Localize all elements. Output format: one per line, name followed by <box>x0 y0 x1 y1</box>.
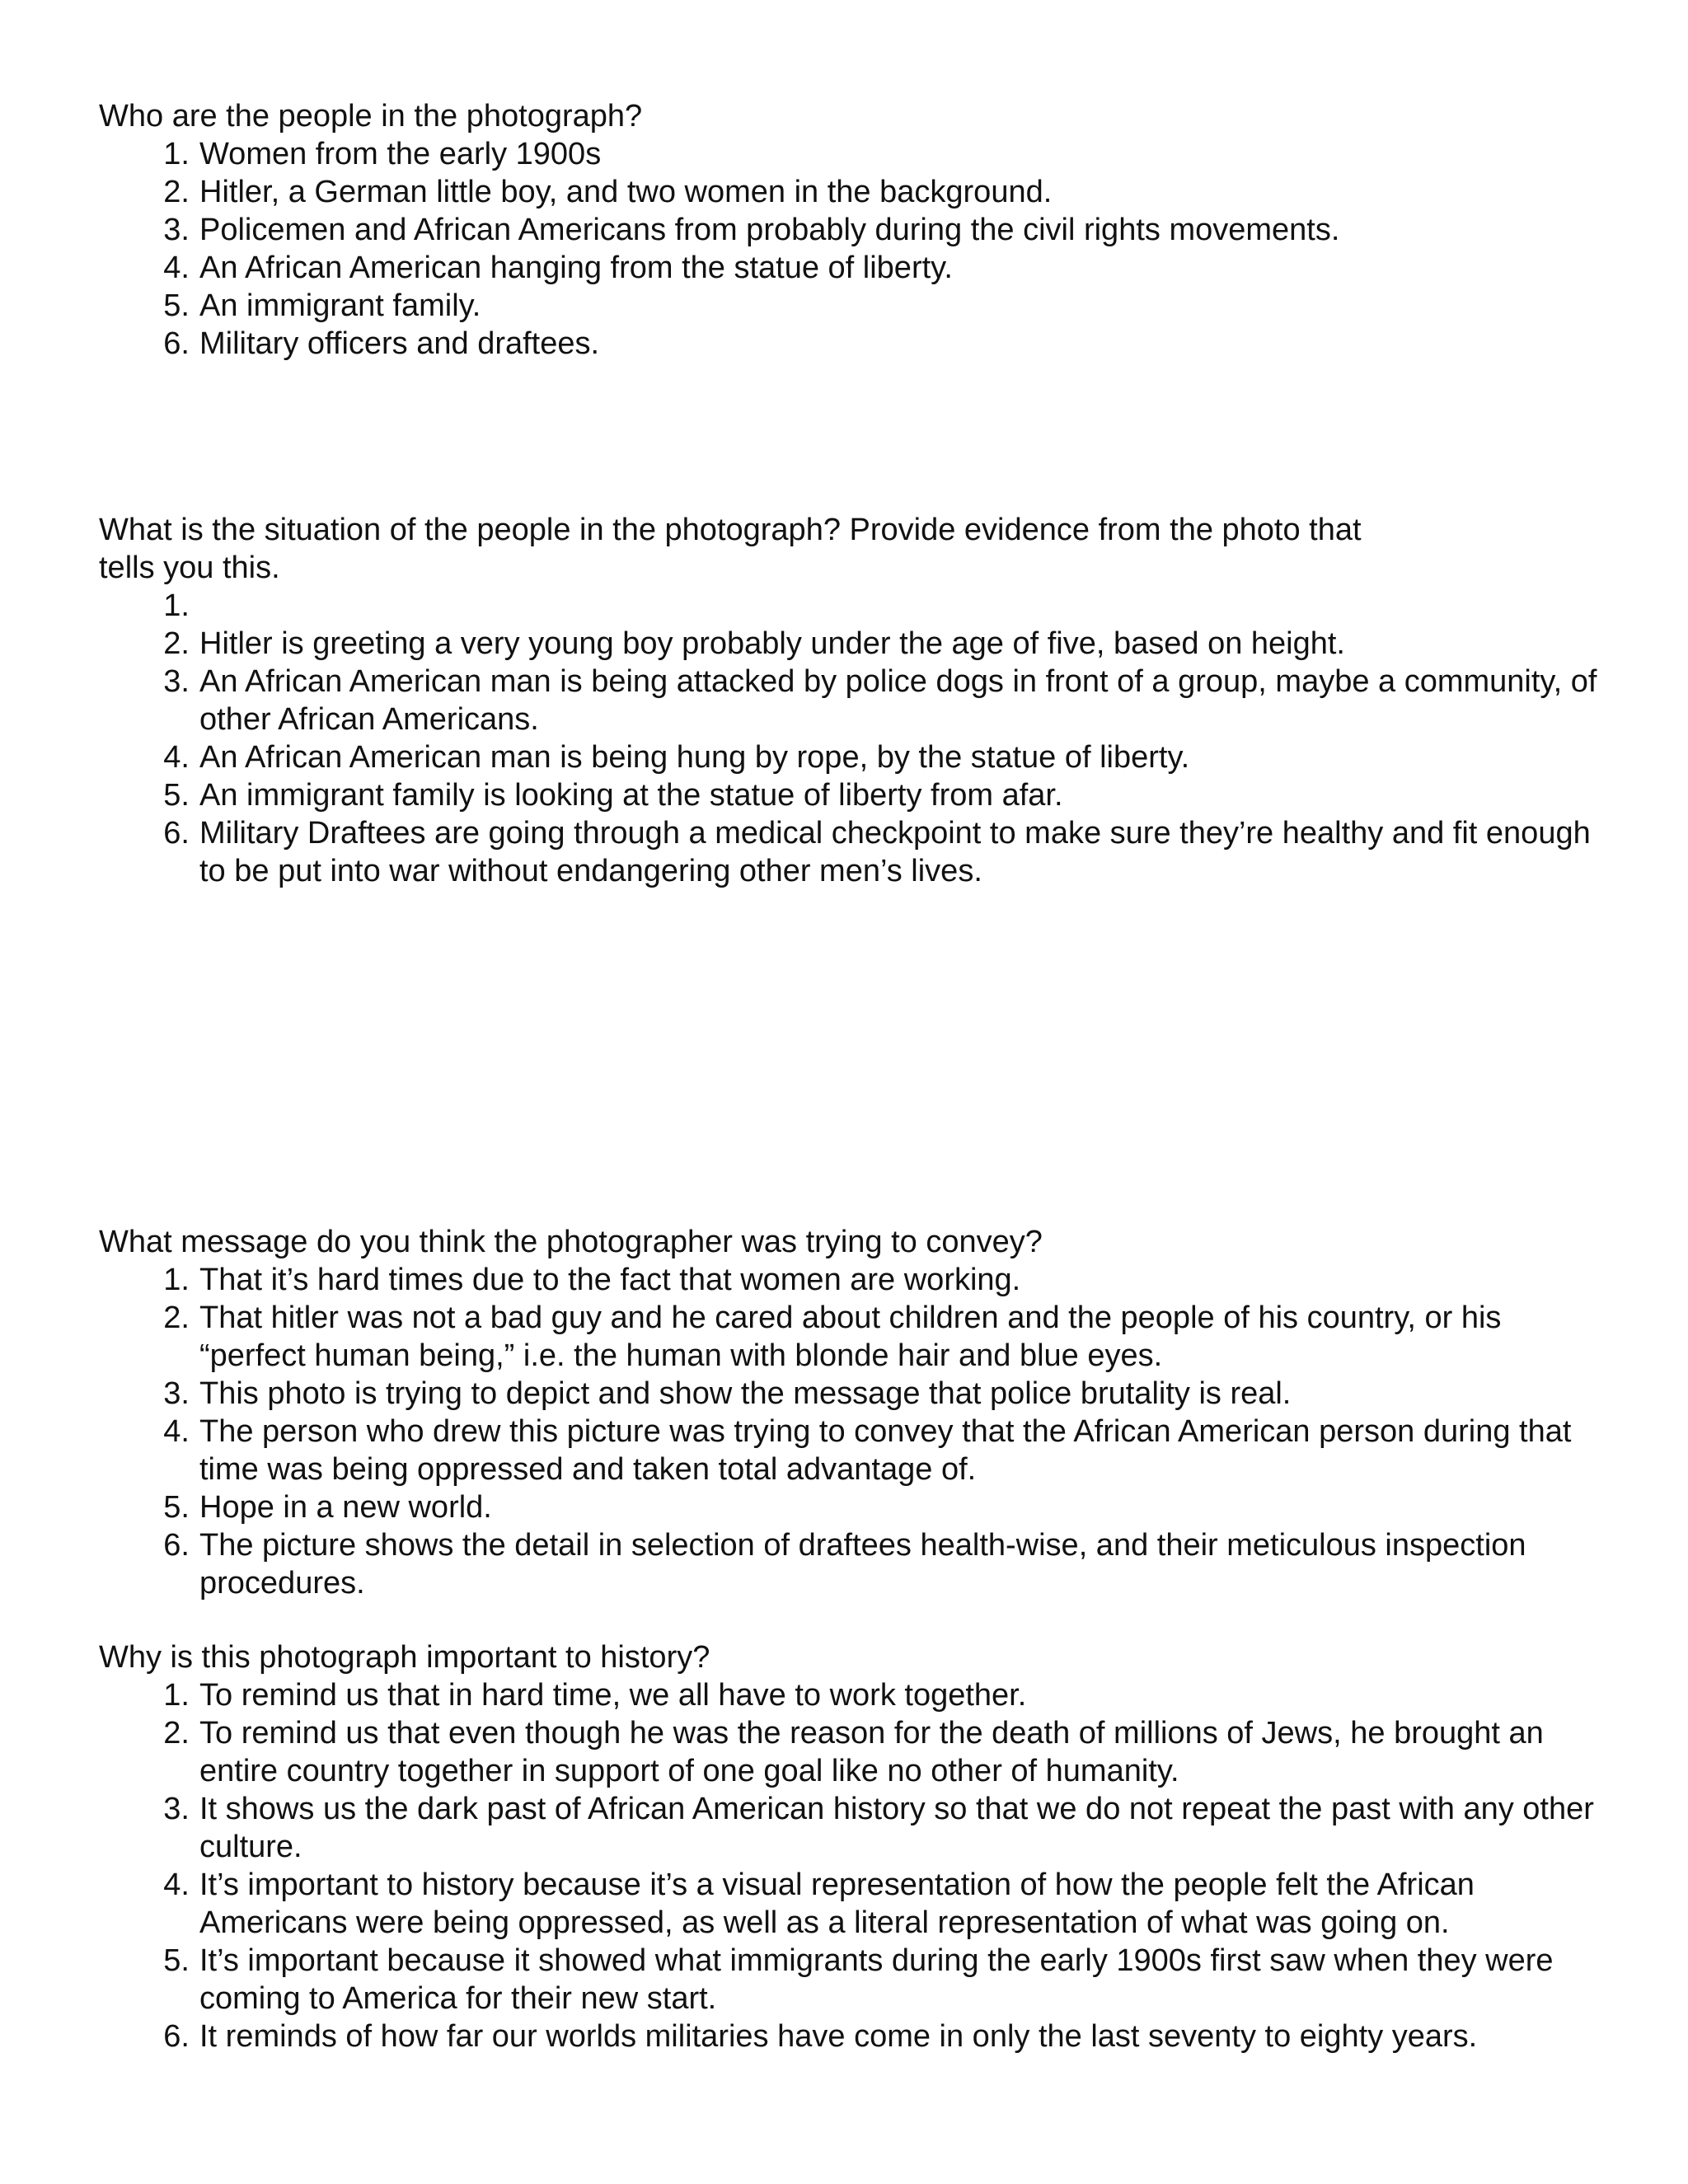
answer-list <box>99 1676 1615 2055</box>
list-item <box>99 1413 1615 1488</box>
item-text: It shows us the dark past of African American history so that we do not repeat the past with any other culture. <box>199 1792 1594 1864</box>
item-text: It reminds of how far our worlds militaries have come in only the last seventy to eighty years. <box>199 2019 1478 2054</box>
list-item <box>99 211 1615 249</box>
list-item <box>99 1790 1615 1866</box>
answer-list <box>99 135 1615 363</box>
section-importance <box>99 1638 1615 2055</box>
list-item <box>99 1676 1615 1714</box>
question-heading: Who are the people in the photograph? <box>99 99 643 134</box>
item-text: An African American hanging from the statue of liberty. <box>199 251 953 285</box>
list-item <box>99 1261 1615 1299</box>
item-text: This photo is trying to depict and show the message that police brutality is real. <box>199 1376 1292 1411</box>
item-text: An African American man is being attacked by police dogs in front of a group, maybe a community, of other African Americans. <box>199 664 1597 737</box>
item-number: 4. <box>163 1868 190 1902</box>
item-text: Women from the early 1900s <box>199 137 602 171</box>
item-text: To remind us that in hard time, we all have to work together. <box>199 1678 1027 1713</box>
list-item <box>99 1375 1615 1413</box>
list-item <box>99 1488 1615 1526</box>
section-situation <box>99 511 1597 890</box>
item-number: 5. <box>163 1943 190 1978</box>
list-item <box>99 1942 1615 2018</box>
item-number: 5. <box>163 1490 190 1525</box>
item-text: The person who drew this picture was trying to convey that the African American person during that time was being oppressed and taken total advantage of. <box>199 1414 1572 1487</box>
item-number: 1. <box>163 588 190 623</box>
item-number: 2. <box>163 1301 190 1335</box>
item-text: Hitler is greeting a very young boy probably under the age of five, based on height. <box>199 626 1345 661</box>
item-text: Hitler, a German little boy, and two women in the background. <box>199 175 1053 209</box>
item-number: 2. <box>163 626 190 661</box>
item-text: The picture shows the detail in selection of draftees health-wise, and their meticulous inspection procedures. <box>199 1528 1526 1601</box>
list-item <box>99 2018 1615 2055</box>
item-number: 3. <box>163 1792 190 1826</box>
list-item <box>99 663 1615 738</box>
item-text: Hope in a new world. <box>199 1490 492 1525</box>
section-message <box>99 1223 1615 1602</box>
item-text: An immigrant family is looking at the statue of liberty from afar. <box>199 778 1063 813</box>
item-number: 4. <box>163 740 190 775</box>
section-people <box>99 97 1615 363</box>
item-text: Military Draftees are going through a medical checkpoint to make sure they’re healthy and fit enough to be put into war without endangering other men’s lives. <box>199 816 1591 888</box>
item-text: That hitler was not a bad guy and he cared about children and the people of his country, or his “perfect human being,” i.e. the human with blonde hair and blue eyes. <box>199 1301 1502 1373</box>
question-heading: What is the situation of the people in the photograph? Provide evidence from the photo that tells you this. <box>99 513 1362 585</box>
list-item <box>99 738 1615 776</box>
item-number: 3. <box>163 1376 190 1411</box>
item-number: 5. <box>163 288 190 323</box>
item-number: 2. <box>163 1716 190 1750</box>
item-number: 3. <box>163 664 190 699</box>
item-number: 1. <box>163 137 190 171</box>
item-number: 6. <box>163 1528 190 1563</box>
item-number: 1. <box>163 1263 190 1297</box>
item-text: To remind us that even though he was the reason for the death of millions of Jews, he brought an entire country together in support of one goal like no other of humanity. <box>199 1716 1544 1788</box>
item-number: 5. <box>163 778 190 813</box>
list-item <box>99 1714 1615 1790</box>
item-number: 6. <box>163 816 190 851</box>
item-number: 2. <box>163 175 190 209</box>
item-text: An immigrant family. <box>199 288 481 323</box>
question-heading: Why is this photograph important to history? <box>99 1640 710 1675</box>
item-number: 6. <box>163 326 190 361</box>
item-text: It’s important to history because it’s a visual representation of how the people felt the African Americans were being oppressed, as well as a literal representation of what was going on. <box>199 1868 1475 1940</box>
item-text: An African American man is being hung by rope, by the statue of liberty. <box>199 740 1190 775</box>
answer-list <box>99 587 1615 890</box>
item-number: 1. <box>163 1678 190 1713</box>
list-item <box>99 814 1615 890</box>
item-number: 4. <box>163 1414 190 1449</box>
list-item <box>99 1866 1615 1942</box>
list-item <box>99 173 1615 211</box>
list-item <box>99 1526 1615 1602</box>
list-item <box>99 625 1615 663</box>
list-item <box>99 287 1615 325</box>
list-item <box>99 776 1615 814</box>
answer-list <box>99 1261 1615 1602</box>
question-heading: What message do you think the photographer was trying to convey? <box>99 1225 1043 1259</box>
item-number: 6. <box>163 2019 190 2054</box>
item-text: Military officers and draftees. <box>199 326 600 361</box>
item-text: That it’s hard times due to the fact that women are working. <box>199 1263 1021 1297</box>
list-item <box>99 587 1615 625</box>
list-item <box>99 135 1615 173</box>
item-text: It’s important because it showed what immigrants during the early 1900s first saw when they were coming to America for their new start. <box>199 1943 1554 2016</box>
item-number: 4. <box>163 251 190 285</box>
item-text: Policemen and African Americans from probably during the civil rights movements. <box>199 213 1340 247</box>
list-item <box>99 249 1615 287</box>
list-item <box>99 1299 1615 1375</box>
item-number: 3. <box>163 213 190 247</box>
list-item <box>99 325 1615 363</box>
